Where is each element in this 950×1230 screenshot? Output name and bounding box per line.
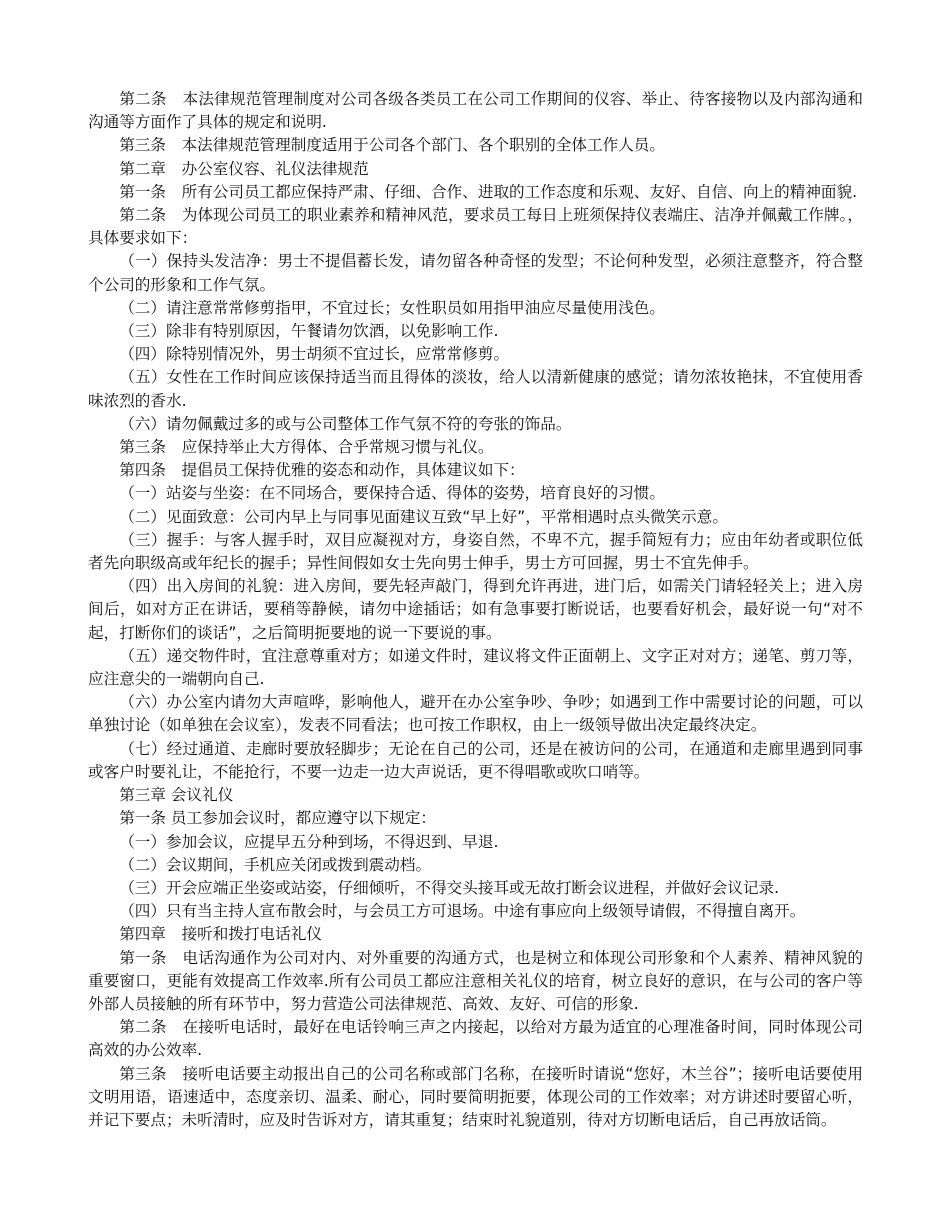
list-item: （一）参加会议，应提早五分种到场，不得迟到、早退. xyxy=(119,832,499,851)
list-item: （七）经过通道、走廊时要放轻脚步；无论在自己的公司，还是在被访问的公司，在通道和走廊里遇到同事或客户时要礼让，不能抢行，不要一边走一边大声说话，更不得唱歌或吹口哨等。 xyxy=(88,739,863,781)
list-item: （六）办公室内请勿大声喧哗，影响他人，避开在办公室争吵、争吵；如遇到工作中需要讨论的问题，可以单独讨论（如单独在会议室），发表不同看法；也可按工作职权，由上一级领导做出决定最终决定。 xyxy=(88,693,863,735)
document-body xyxy=(88,88,863,1132)
chapter-heading: 第三章 会议礼仪 xyxy=(119,786,234,805)
list-item: （三）握手：与客人握手时，双目应凝视对方，身姿自然，不卑不亢，握手简短有力；应由年幼者或职位低者先向职级高或年纪长的握手；异性间假如女士先向男士伸手，男士方可回握，男士不宜先伸手。 xyxy=(88,530,863,573)
paragraph: 第三条 接听电话要主动报出自己的公司名称或部门名称，在接听时请说“您好，木兰谷”；接听电话要使用文明用语，语速适中，态度亲切、温柔、耐心，同时要简明扼要，体现公司的工作效率；对方讲述时要留心听，并记下要点；未听清时，应及时告诉对方，请其重复；结束时礼貌道别，待对方切断电话后，自己再放话筒。 xyxy=(88,1064,863,1129)
paragraph: 第二条 为体现公司员工的职业素养和精神风范，要求员工每日上班须保持仪表端庄、洁净并佩戴工作牌。，具体要求如下： xyxy=(88,206,863,248)
list-item: （二）见面致意：公司内早上与同事见面建议互致“早上好”，平常相遇时点头微笑示意。 xyxy=(119,507,728,526)
list-item: （三）除非有特别原因，午餐请勿饮酒，以免影响工作. xyxy=(119,322,499,341)
paragraph: 第三条 本法律规范管理制度适用于公司各个部门、各个职别的全体工作人员。 xyxy=(119,136,665,155)
list-item: （三）开会应端正坐姿或站姿，仔细倾听，不得交头接耳或无故打断会议进程，并做好会议记录. xyxy=(119,878,780,897)
chapter-heading: 第四章 接听和拨打电话礼仪 xyxy=(119,925,322,944)
chapter-heading: 第二章 办公室仪容、礼仪法律规范 xyxy=(119,159,369,178)
list-item: （四）只有当主持人宣布散会时，与会员工方可退场。中途有事应向上级领导请假，不得擅自离开。 xyxy=(119,902,806,921)
list-item: （五）女性在工作时间应该保持适当而且得体的淡妆，给人以清新健康的感觉；请勿浓妆艳抹，不宜使用香味浓烈的香水. xyxy=(88,368,863,410)
list-item: （一）保持头发洁净：男士不提倡蓄长发，请勿留各种奇怪的发型；不论何种发型，必须注意整齐，符合整个公司的形象和工作气氛。 xyxy=(88,252,863,294)
paragraph: 第四条 提倡员工保持优雅的姿态和动作，具体建议如下： xyxy=(119,461,525,480)
paragraph: 第二条 本法律规范管理制度对公司各级各类员工在公司工作期间的仪容、举止、待客接物以及内部沟通和沟通等方面作了具体的规定和说明. xyxy=(88,90,863,132)
paragraph: 第三条 应保持举止大方得体、合乎常规习惯与礼仪。 xyxy=(119,438,494,457)
paragraph: 第一条 电话沟通作为公司对内、对外重要的沟通方式，也是树立和体现公司形象和个人素养、精神风貌的重要窗口，更能有效提高工作效率.所有公司员工都应注意相关礼仪的培育，树立良好的意识，在与公司的客户等外部人员接触的所有环节中，努力营造公司法律规范、高效、友好、可信的形象. xyxy=(88,948,863,1013)
list-item: （六）请勿佩戴过多的或与公司整体工作气氛不符的夸张的饰品。 xyxy=(119,414,572,433)
paragraph: 第一条 员工参加会议时，都应遵守以下规定： xyxy=(119,809,437,828)
list-item: （五）递交物件时，宜注意尊重对方；如递文件时，建议将文件正面朝上、文字正对对方；递笔、剪刀等，应注意尖的一端朝向自己. xyxy=(88,646,863,689)
list-item: （二）会议期间，手机应关闭或拨到震动档。 xyxy=(119,855,432,874)
paragraph: 第一条 所有公司员工都应保持严肃、仔细、合作、进取的工作态度和乐观、友好、自信、向上的精神面貌. xyxy=(119,182,858,201)
list-item: （一）站姿与坐姿：在不同场合，要保持合适、得体的姿势，培育良好的习惯。 xyxy=(119,484,665,503)
list-item: （二）请注意常常修剪指甲，不宜过长；女性职员如用指甲油应尽量使用浅色。 xyxy=(119,298,665,317)
list-item: （四）出入房间的礼貌：进入房间，要先轻声敲门，得到允许再进，进门后，如需关门请轻轻关上；进入房间后，如对方正在讲话，要稍等静候，请勿中途插话；如有急事要打断说话，也要看好机会，最好说一句“对不起，打断你们的谈话”，之后简明扼要地的说一下要说的事。 xyxy=(88,577,863,642)
paragraph: 第二条 在接听电话时，最好在电话铃响三声之内接起，以给对方最为适宜的心理准备时间，同时体现公司高效的办公效率. xyxy=(88,1018,863,1060)
list-item: （四）除特别情况外，男士胡须不宜过长，应常常修剪。 xyxy=(119,345,510,364)
